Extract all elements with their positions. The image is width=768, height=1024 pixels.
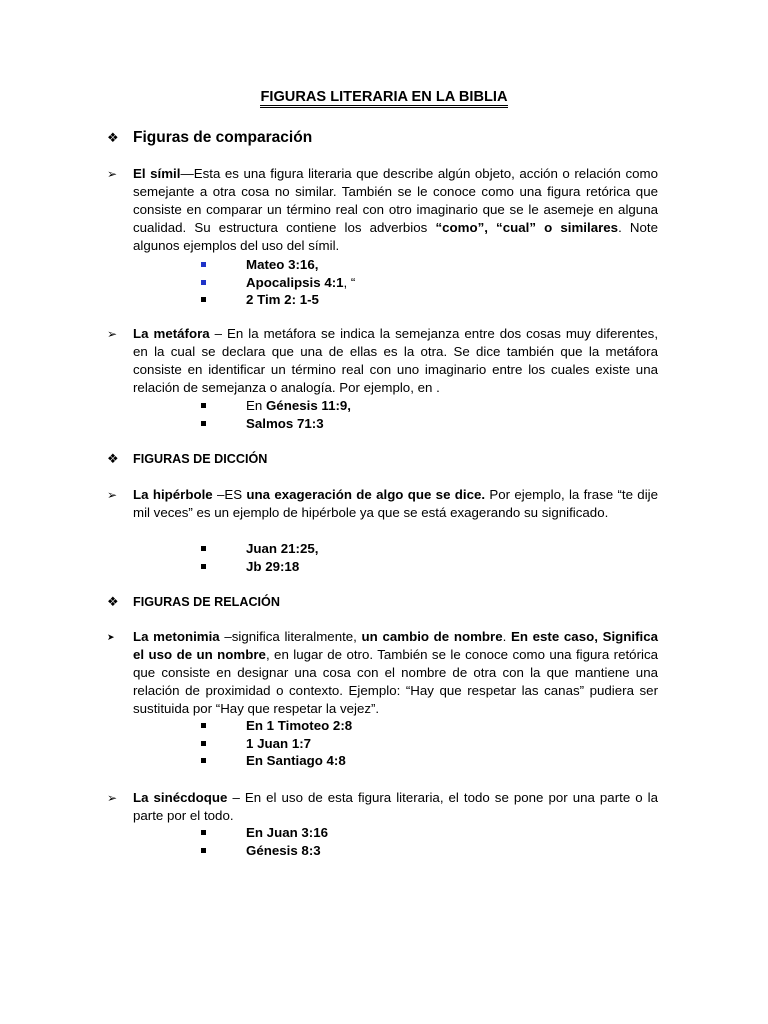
diamond-bullet-icon: ❖	[107, 451, 119, 466]
document-title: FIGURAS LITERARIA EN LA BIBLIA	[0, 87, 768, 107]
simil-reference-list	[201, 256, 355, 309]
list-item: Génesis 8:3	[201, 842, 328, 860]
arrow-bullet-icon: ➤	[107, 632, 115, 642]
square-bullet-icon	[201, 421, 206, 426]
list-item: Salmos 71:3	[201, 415, 351, 433]
entry-hiperbole-text: La hipérbole –ES una exageración de algo que se dice. Por ejemplo, la frase “te dije mil veces” es un ejemplo de hipérbole ya que se está exagerando su significado.	[133, 487, 658, 520]
list-item: Jb 29:18	[201, 558, 318, 576]
entry-hiperbole	[107, 486, 658, 522]
list-item: En Génesis 11:9,	[201, 397, 351, 415]
metonimia-reference-list	[201, 717, 352, 770]
list-item: Mateo 3:16,	[201, 256, 355, 274]
entry-metafora-text: La metáfora – En la metáfora se indica la semejanza entre dos cosas muy diferentes, en la cual se declara que una de ellas es la otra. Se dice también que la metáfora consiste en identificar un término real con uno imaginario entre los cuales existe una relación de semejanza o analogía. Por ejemplo, en .	[133, 326, 659, 395]
hiperbole-reference-list	[201, 540, 318, 575]
arrow-bullet-icon: ➢	[107, 167, 118, 181]
entry-sinecdoque	[107, 789, 658, 825]
diamond-bullet-icon: ❖	[107, 130, 119, 145]
square-bullet-icon	[201, 758, 206, 763]
entry-sinecdoque-text: La sinécdoque – En el uso de esta figura literaria, el todo se pone por una parte o la parte por el todo.	[133, 790, 658, 823]
square-bullet-icon	[201, 723, 206, 728]
square-bullet-icon	[201, 848, 206, 853]
list-item: 1 Juan 1:7	[201, 735, 352, 753]
list-item: En 1 Timoteo 2:8	[201, 717, 352, 735]
square-bullet-icon	[201, 280, 206, 285]
arrow-bullet-icon: ➢	[107, 791, 118, 805]
list-item: Apocalipsis 4:1, “	[201, 274, 355, 292]
square-bullet-icon	[201, 262, 206, 267]
list-item: Juan 21:25,	[201, 540, 318, 558]
diamond-bullet-icon: ❖	[107, 594, 119, 609]
entry-metafora	[107, 325, 658, 397]
square-bullet-icon	[201, 741, 206, 746]
list-item: 2 Tim 2: 1-5	[201, 291, 355, 309]
list-item: En Santiago 4:8	[201, 752, 352, 770]
square-bullet-icon	[201, 403, 206, 408]
arrow-bullet-icon: ➢	[107, 327, 118, 341]
square-bullet-icon	[201, 297, 206, 302]
square-bullet-icon	[201, 830, 206, 835]
sinecdoque-reference-list	[201, 824, 328, 859]
entry-simil-text: El símil—Esta es una figura literaria que describe algún objeto, acción o relación como semejante a otra cosa no similar. También se le conoce como una figura retórica que consiste en comparar un término real con otro imaginario que se le asemeje en alguna cualidad. Su estructura contiene los adverbios “como”, “cual” o similares. Note algunos ejemplos del uso del símil.	[133, 166, 659, 253]
entry-simil	[107, 165, 658, 255]
list-item: En Juan 3:16	[201, 824, 328, 842]
entry-metonimia	[107, 628, 658, 718]
metafora-reference-list	[201, 397, 351, 432]
section-heading-relacion: ❖ FIGURAS DE RELACIÓN	[107, 592, 280, 612]
arrow-bullet-icon: ➢	[107, 488, 118, 502]
square-bullet-icon	[201, 564, 206, 569]
square-bullet-icon	[201, 546, 206, 551]
section-heading-comparacion: ❖ Figuras de comparación	[107, 129, 313, 146]
section-heading-diccion: ❖ FIGURAS DE DICCIÓN	[107, 449, 267, 469]
entry-metonimia-text: La metonimia –significa literalmente, un cambio de nombre. En este caso, Significa el uso de un nombre, en lugar de otro. También se le conoce como una figura retórica que consiste en designar una cosa con el nombre de otra con la que mantiene una relación de proximidad o contexto. Ejemplo: “Hay que respetar las canas” pudiera ser sustituida por “Hay que respetar la vejez”.	[133, 629, 659, 716]
